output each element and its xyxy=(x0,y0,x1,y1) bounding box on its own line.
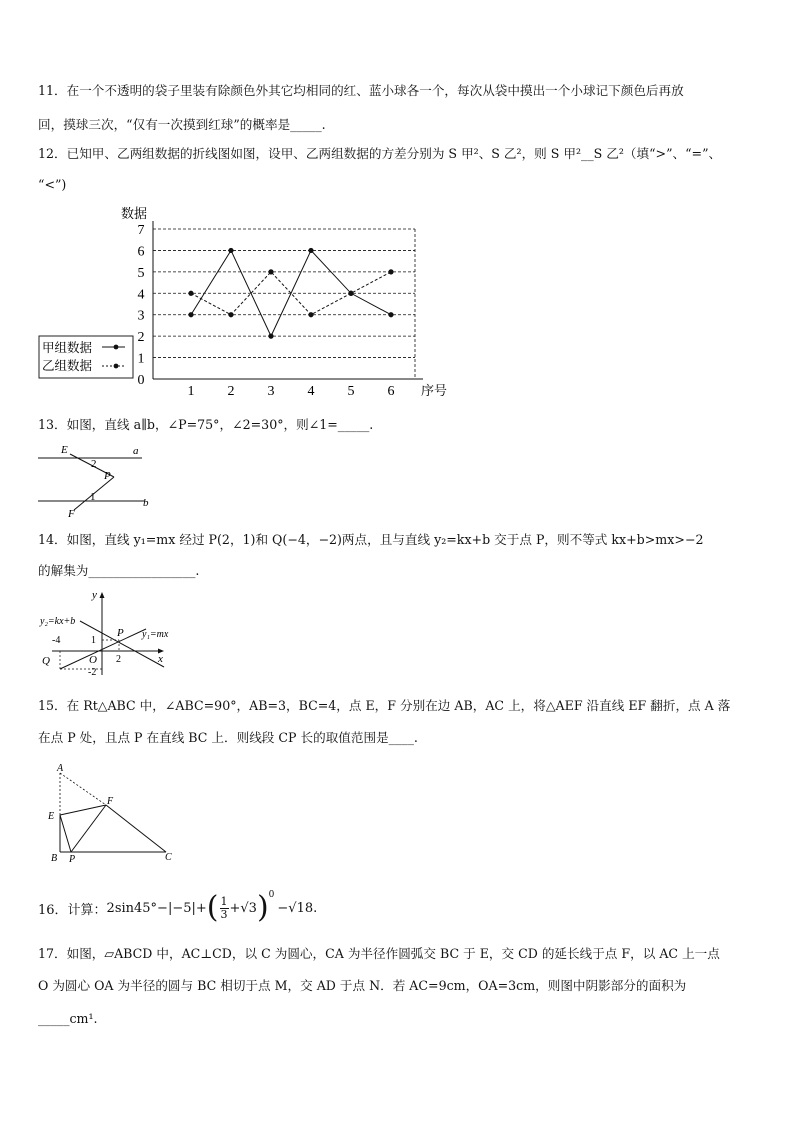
label-E: E xyxy=(61,444,68,456)
segment-EP xyxy=(60,815,71,852)
x-tick-label: 5 xyxy=(347,384,355,399)
segment-FC xyxy=(106,805,166,852)
label-1: 1 xyxy=(90,491,96,503)
chart-y-axis-label: 数据 xyxy=(121,207,148,222)
label-b: b xyxy=(143,497,149,509)
chart-x-axis-label: 序号 xyxy=(421,384,448,399)
q15-line1: 15．在 Rt△ABC 中，∠ABC=90°，AB=3，BC=4，点 E，F 分别在边 AB，AC 上，将△AEF 沿直线 EF 翻折，点 A 落 xyxy=(38,698,731,713)
q16-frac-den: 3 xyxy=(220,907,228,921)
label-P: P xyxy=(69,854,76,865)
q12-line2: “<”) xyxy=(38,177,67,192)
y-axis-arrow xyxy=(100,592,105,598)
q14-figure xyxy=(38,587,188,677)
q16-plus-sqrt3: +√3 xyxy=(229,900,257,916)
label-A: A xyxy=(57,763,64,774)
q11-line2: 回，摸球三次，“仅有一次摸到红球”的概率是_____. xyxy=(38,117,326,132)
label-F: F xyxy=(68,508,75,520)
line-y1 xyxy=(60,629,146,669)
series-2-point xyxy=(268,269,273,274)
label-E: E xyxy=(48,811,55,822)
q16-row xyxy=(38,888,317,928)
label-F: F xyxy=(107,796,114,807)
q17-line1: 17．如图，▱ABCD 中，AC⊥CD，以 C 为圆心，CA 为半径作圆弧交 BC 于 E，交 CD 的延长线于点 F，以 AC 上一点 xyxy=(38,946,720,961)
q14-line1: 14．如图，直线 y₁=mx 经过 P(2，1)和 Q(−4，−2)两点，且与直线 y₂=kx+b 交于点 P，则不等式 kx+b>mx>−2 xyxy=(38,532,704,547)
q17-line3: _____cm¹. xyxy=(38,1011,98,1026)
x-tick-label: 4 xyxy=(307,384,315,399)
y-tick-label: 0 xyxy=(137,373,145,388)
series-1-point xyxy=(388,312,393,317)
label-B: B xyxy=(51,853,58,864)
y-tick-label: 5 xyxy=(137,265,145,281)
q16-end: . xyxy=(313,900,318,916)
legend-series-2-label: 乙组数据 xyxy=(42,358,93,373)
label-a: a xyxy=(133,445,139,457)
y-tick-label: 3 xyxy=(137,308,145,324)
series-2-point xyxy=(308,312,313,317)
q16-paren-open: ( xyxy=(206,890,219,925)
label-O: O xyxy=(89,654,97,666)
chart-grid xyxy=(153,229,415,379)
legend-series-1-label: 甲组数据 xyxy=(42,340,93,355)
series-2-point xyxy=(388,269,393,274)
segment-AF xyxy=(60,773,106,805)
y-tick-label: 1 xyxy=(137,351,145,367)
q13-figure xyxy=(30,440,160,520)
chart-legend xyxy=(39,336,133,378)
q16-exponent: 0 xyxy=(268,890,275,900)
q13-line1: 13．如图，直线 a∥b，∠P=75°，∠2=30°，则∠1=_____. xyxy=(38,417,374,432)
q15-figure xyxy=(40,760,180,865)
q11-line1: 11．在一个不透明的袋子里装有除颜色外其它均相同的红、蓝小球各一个，每次从袋中摸出一个小球记下颜色后再放 xyxy=(38,83,684,98)
tick-2: 2 xyxy=(116,654,121,665)
q17-line2: O 为圆心 OA 为半径的圆与 BC 相切于点 M，交 AD 于点 N．若 AC=9cm，OA=3cm，则图中阴影部分的面积为 xyxy=(38,978,687,993)
q16-frac-num: 1 xyxy=(220,894,228,908)
series-2-point xyxy=(348,291,353,296)
label-y2-eq: y₂=kx+b xyxy=(40,616,76,627)
label-P: P xyxy=(117,627,124,639)
label-C: C xyxy=(165,852,172,863)
series-1-point xyxy=(228,248,233,253)
segment-FP xyxy=(71,805,106,852)
x-tick-label: 6 xyxy=(387,384,395,399)
label-x: x xyxy=(158,653,163,665)
q16-minus-sqrt18: −√18 xyxy=(277,900,314,916)
q16-expr-part1: 2sin45°−|−5|+ xyxy=(106,900,207,916)
tick-1: 1 xyxy=(91,635,96,646)
label-Q: Q xyxy=(42,655,50,667)
series-1-point xyxy=(188,312,193,317)
x-tick-label: 3 xyxy=(267,384,275,399)
label-y: y xyxy=(92,589,97,601)
label-y1-eq: y₁=mx xyxy=(142,629,169,640)
series-2-point xyxy=(228,312,233,317)
series-1-point xyxy=(268,334,273,339)
y-tick-label: 2 xyxy=(137,330,145,346)
y-tick-label: 7 xyxy=(137,223,145,238)
q16-paren-close: ) xyxy=(256,890,269,925)
x-tick-label: 1 xyxy=(187,384,195,399)
q16-fraction xyxy=(220,896,229,921)
legend-series-1-marker xyxy=(114,345,119,350)
label-P: P xyxy=(104,470,111,482)
chart-ticks xyxy=(138,223,395,399)
legend-series-2-marker xyxy=(114,364,119,369)
label-2: 2 xyxy=(91,458,97,470)
q12-line1: 12．已知甲、乙两组数据的折线图如图，设甲、乙两组数据的方差分别为 S 甲²、S 乙²，则 S 甲²__S 乙²（填“>”、“=”、 xyxy=(38,146,722,161)
tick-neg2: -2 xyxy=(88,667,97,677)
q15-line2: 在点 P 处，且点 P 在直线 BC 上．则线段 CP 长的取值范围是____. xyxy=(38,730,418,745)
y-tick-label: 4 xyxy=(137,287,145,303)
tick-neg4: -4 xyxy=(52,635,61,646)
series-1-point xyxy=(308,248,313,253)
series-2-point xyxy=(188,291,193,296)
x-tick-label: 2 xyxy=(227,384,235,399)
q16-prefix: 16．计算： xyxy=(38,902,107,918)
q14-line2: 的解集为_________________. xyxy=(38,563,200,578)
y-tick-label: 6 xyxy=(137,244,145,260)
q12-line-chart xyxy=(35,200,460,400)
